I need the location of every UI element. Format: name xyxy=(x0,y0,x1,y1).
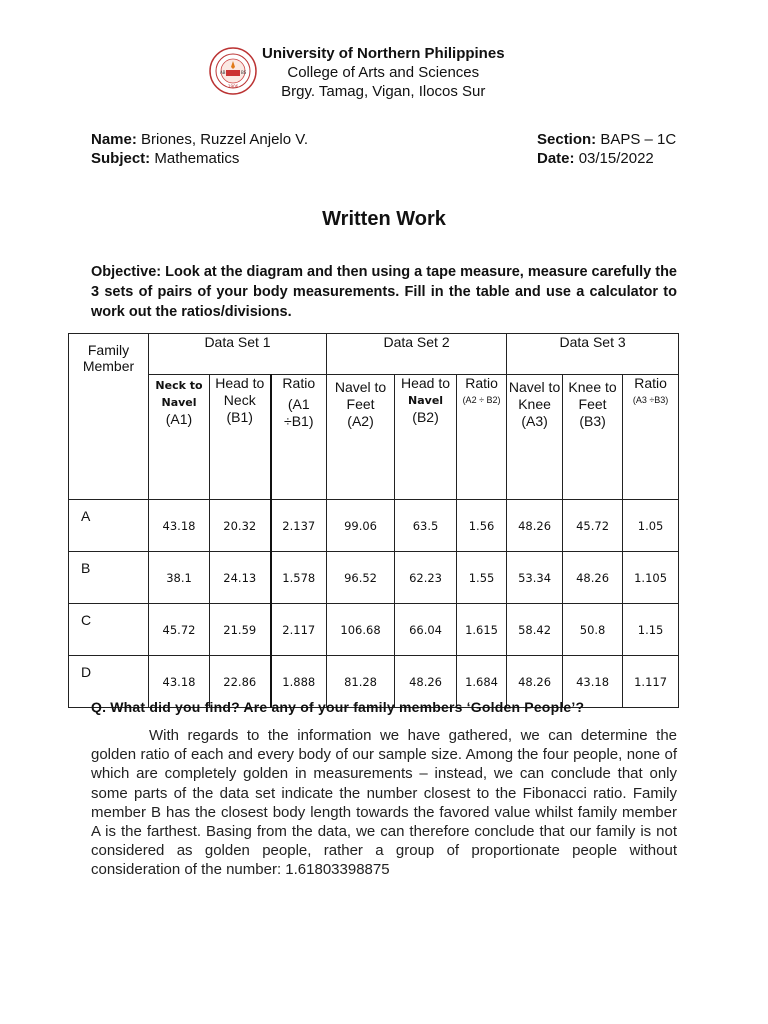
a2-label: (A2) xyxy=(347,413,374,429)
value-cell: 1.05 xyxy=(623,500,679,552)
answer-paragraph: With regards to the information we have gathered, we can determine the golden ratio of each and every body of our sample size. Among the four people, none of which are completely golden in measurements – instead, we can conclude that only some parts of the data set indicate the number closest to the Fibonacci ratio. Family member B has the closest body length towards the favored value whilst family member A is the farthest. Basing from the data, we can therefore conclude that our family is not considered as golden people, rather a group of proportionate people without consideration of the number: 1.61803398875 xyxy=(91,727,677,879)
value-cell: 21.59 xyxy=(210,604,271,656)
value-cell: 2.137 xyxy=(271,500,327,552)
knee-to-feet-label: Knee to Feet xyxy=(568,379,617,412)
ratio3-formula: (A3 ÷B3) xyxy=(632,395,669,405)
svg-text:AB: AB xyxy=(220,70,226,75)
document-header xyxy=(0,44,768,114)
objective-text: Objective: Look at the diagram and then using a tape measure, measure carefully the 3 sets of pairs of your body measurements. Fill in the table and use a calculator to work out the ratios/divisions. xyxy=(91,264,677,320)
b3-label: (B3) xyxy=(579,413,606,429)
value-cell: 1.578 xyxy=(271,552,327,604)
value-cell: 96.52 xyxy=(327,552,395,604)
value-cell: 1.117 xyxy=(623,656,679,708)
a1-label: (A1) xyxy=(165,411,193,427)
b1-label: (B1) xyxy=(226,409,253,425)
value-cell: 48.26 xyxy=(563,552,623,604)
institution-block xyxy=(262,44,505,101)
value-cell: 63.5 xyxy=(395,500,457,552)
subject-value: Mathematics xyxy=(154,150,240,167)
value-cell: 66.04 xyxy=(395,604,457,656)
value-cell: 48.26 xyxy=(507,500,563,552)
data-set-2-header: Data Set 2 xyxy=(327,334,507,375)
value-cell: 62.23 xyxy=(395,552,457,604)
table-row xyxy=(69,604,679,656)
university-name: University of Northern Philippines xyxy=(262,45,505,62)
ratio1-label: Ratio xyxy=(282,375,316,391)
value-cell: 106.68 xyxy=(327,604,395,656)
value-cell: 58.42 xyxy=(507,604,563,656)
navel-to-knee-label: Navel to Knee xyxy=(508,379,561,412)
b2-label: (B2) xyxy=(412,409,439,425)
head-to-navel-header xyxy=(395,375,457,500)
table-subheader-row xyxy=(69,375,679,500)
ratio2-label: Ratio xyxy=(465,375,498,391)
student-info-left xyxy=(91,130,308,168)
value-cell: 22.86 xyxy=(210,656,271,708)
value-cell: 2.117 xyxy=(271,604,327,656)
table-row xyxy=(69,552,679,604)
value-cell: 43.18 xyxy=(149,500,210,552)
college-name: College of Arts and Sciences xyxy=(287,64,480,81)
svg-text:1906: 1906 xyxy=(228,84,239,89)
section-label: Section: xyxy=(537,131,597,148)
value-cell: 1.15 xyxy=(623,604,679,656)
neck-to-navel-label: Neck to Navel xyxy=(155,379,203,409)
value-cell: 1.684 xyxy=(457,656,507,708)
navel-label: Navel xyxy=(408,394,444,407)
value-cell: 45.72 xyxy=(149,604,210,656)
data-set-1-header: Data Set 1 xyxy=(149,334,327,375)
member-cell: B xyxy=(69,552,149,604)
student-info-right xyxy=(537,130,676,168)
ratio1-formula: (A1 ÷B1) xyxy=(284,396,314,429)
value-cell: 1.888 xyxy=(271,656,327,708)
value-cell: 48.26 xyxy=(507,656,563,708)
head-to-label: Head to xyxy=(401,375,451,391)
subject-label: Subject: xyxy=(91,150,151,167)
member-cell: C xyxy=(69,604,149,656)
navel-to-knee-header xyxy=(507,375,563,500)
value-cell: 38.1 xyxy=(149,552,210,604)
head-to-neck-label: Head to Neck xyxy=(215,375,265,408)
navel-to-feet-label: Navel to Feet xyxy=(334,379,387,412)
value-cell: 99.06 xyxy=(327,500,395,552)
value-cell: 20.32 xyxy=(210,500,271,552)
page-title: Written Work xyxy=(322,208,446,230)
date-value: 03/15/2022 xyxy=(578,150,654,167)
value-cell: 24.13 xyxy=(210,552,271,604)
value-cell: 45.72 xyxy=(563,500,623,552)
student-name: Briones, Ruzzel Anjelo V. xyxy=(141,131,309,148)
value-cell: 1.55 xyxy=(457,552,507,604)
name-label: Name: xyxy=(91,131,137,148)
ratio2-formula: (A2 ÷ B2) xyxy=(462,395,501,405)
svg-text:BS: BS xyxy=(241,70,247,75)
family-member-header: Family Member xyxy=(69,334,149,500)
value-cell: 48.26 xyxy=(395,656,457,708)
measurement-table xyxy=(68,333,679,708)
table-header-row xyxy=(69,334,679,375)
navel-to-feet-header xyxy=(327,375,395,500)
ratio2-header xyxy=(457,375,507,500)
table-row xyxy=(69,500,679,552)
value-cell: 1.56 xyxy=(457,500,507,552)
question-text: Q. What did you find? Are any of your family members ‘Golden People’? xyxy=(91,699,585,715)
neck-to-navel-header xyxy=(149,375,210,500)
university-seal-icon xyxy=(209,47,257,95)
value-cell: 1.615 xyxy=(457,604,507,656)
member-cell: A xyxy=(69,500,149,552)
ratio1-header xyxy=(271,375,327,500)
knee-to-feet-header xyxy=(563,375,623,500)
a3-label: (A3) xyxy=(521,413,548,429)
value-cell: 43.18 xyxy=(149,656,210,708)
value-cell: 43.18 xyxy=(563,656,623,708)
value-cell: 50.8 xyxy=(563,604,623,656)
section-value: BAPS – 1C xyxy=(600,131,677,148)
ratio3-header xyxy=(623,375,679,500)
value-cell: 81.28 xyxy=(327,656,395,708)
data-set-3-header: Data Set 3 xyxy=(507,334,679,375)
address: Brgy. Tamag, Vigan, Ilocos Sur xyxy=(281,83,486,100)
date-label: Date: xyxy=(537,150,575,167)
value-cell: 53.34 xyxy=(507,552,563,604)
value-cell: 1.105 xyxy=(623,552,679,604)
head-to-neck-header xyxy=(210,375,271,500)
member-cell: D xyxy=(69,656,149,708)
ratio3-label: Ratio xyxy=(634,375,667,391)
